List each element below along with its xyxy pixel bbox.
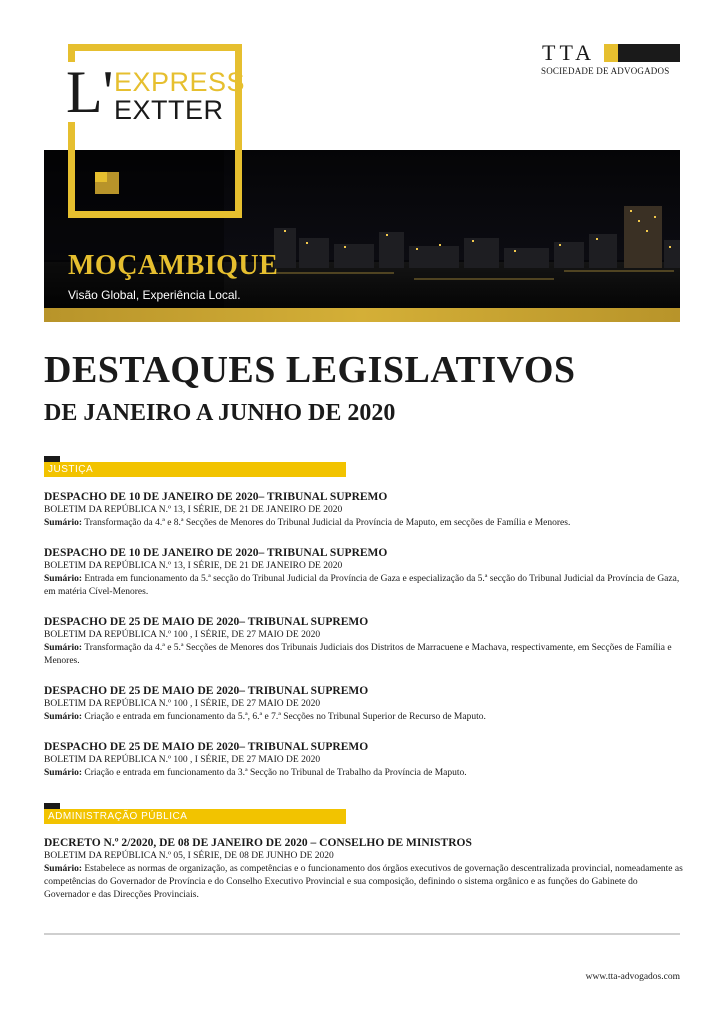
city-light xyxy=(596,238,598,240)
summary-label: Sumário: xyxy=(44,574,82,584)
entry-title: DESPACHO DE 25 DE MAIO DE 2020– TRIBUNAL SUPREMO xyxy=(44,741,369,753)
building xyxy=(464,238,499,268)
legislation-entry xyxy=(44,490,684,530)
logo-express-text: EXPRESS xyxy=(114,67,246,97)
summary-text: Entrada em funcionamento da 5.ª secção do Tribunal Judicial da Província de Gaza e especialização da 5.ª secção do Tribunal Judicial da Província de Gaza, em matéria Cível-Menores. xyxy=(44,574,680,597)
firm-logo-text: TTA xyxy=(542,40,596,65)
summary-text: Estabelece as normas de organização, as competências e o funcionamento dos órgãos executivos de governação descentralizada provincial, nomeadamente as competências do Governador de Província e do Conselho Executivo Provincial e sua composição, definindo o sistema orgânico e as funções do Gabinete do Governador e das Direcções Provinciais. xyxy=(44,864,683,900)
city-light xyxy=(472,240,474,242)
legislation-entry xyxy=(44,836,684,902)
building xyxy=(334,244,374,268)
page-subtitle: DE JANEIRO A JUNHO DE 2020 xyxy=(44,400,396,426)
building xyxy=(664,240,680,268)
city-light xyxy=(669,246,671,248)
entry-summary xyxy=(44,573,684,599)
section-label: JUSTIÇA xyxy=(44,462,346,477)
water-reflection xyxy=(414,278,554,280)
city-light xyxy=(638,220,640,222)
tower-building xyxy=(624,206,662,268)
building xyxy=(379,232,404,268)
summary-label: Sumário: xyxy=(44,643,82,653)
summary-text: Transformação da 4.ª e 5.ª Secções de Menores dos Tribunais Judiciais dos Distritos de Marracuene e Machava, respectivamente, em Secções de Família e Menores. xyxy=(44,643,672,666)
summary-label: Sumário: xyxy=(44,712,82,722)
logo-extter-text: EXTTER xyxy=(114,95,224,125)
firm-logo-accent xyxy=(604,44,618,62)
legislation-entry xyxy=(44,740,684,780)
summary-label: Sumário: xyxy=(44,768,82,778)
summary-text: Criação e entrada em funcionamento da 3.ª Secção no Tribunal de Trabalho da Província de Maputo. xyxy=(84,768,467,778)
summary-label: Sumário: xyxy=(44,518,82,528)
entry-title: DESPACHO DE 25 DE MAIO DE 2020– TRIBUNAL SUPREMO xyxy=(44,685,369,697)
firm-subtitle: SOCIEDADE DE ADVOGADOS xyxy=(541,66,670,76)
section-label: ADMINISTRAÇÃO PÚBLICA xyxy=(44,809,346,824)
entry-boletim: BOLETIM DA REPÚBLICA N.º 13, I SÉRIE, DE 21 DE JANEIRO DE 2020 xyxy=(44,561,343,571)
entry-boletim: BOLETIM DA REPÚBLICA N.º 13, I SÉRIE, DE 21 DE JANEIRO DE 2020 xyxy=(44,505,343,515)
gold-divider-strip xyxy=(44,308,680,322)
legislation-entry xyxy=(44,615,684,668)
banner-tagline: Visão Global, Experiência Local. xyxy=(68,288,241,302)
entry-summary xyxy=(44,767,684,780)
water-reflection xyxy=(564,270,674,272)
city-light xyxy=(559,244,561,246)
building xyxy=(299,238,329,268)
banner-country: MOÇAMBIQUE xyxy=(68,250,279,281)
entry-boletim: BOLETIM DA REPÚBLICA N.º 100 , I SÉRIE, DE 27 MAIO DE 2020 xyxy=(44,630,321,640)
entry-title: DESPACHO DE 10 DE JANEIRO DE 2020– TRIBUNAL SUPREMO xyxy=(44,547,388,559)
entry-boletim: BOLETIM DA REPÚBLICA N.º 100 , I SÉRIE, DE 27 MAIO DE 2020 xyxy=(44,699,321,709)
legislation-entry xyxy=(44,546,684,599)
city-light xyxy=(439,244,441,246)
summary-label: Sumário: xyxy=(44,864,82,874)
entry-boletim: BOLETIM DA REPÚBLICA N.º 05, I SÉRIE, DE 08 DE JUNHO DE 2020 xyxy=(44,851,334,861)
building xyxy=(504,248,549,268)
section-header-administracao xyxy=(44,803,346,824)
entry-title: DESPACHO DE 10 DE JANEIRO DE 2020– TRIBUNAL SUPREMO xyxy=(44,491,388,503)
logo-l-letter: L' xyxy=(66,59,114,125)
city-light xyxy=(416,248,418,250)
legislation-entry xyxy=(44,684,684,724)
section-header-justica xyxy=(44,456,346,477)
city-light xyxy=(654,216,656,218)
city-light xyxy=(284,230,286,232)
building xyxy=(589,234,617,268)
entry-summary xyxy=(44,863,684,902)
logo-square-highlight xyxy=(95,172,107,182)
city-light xyxy=(386,234,388,236)
city-light xyxy=(306,242,308,244)
entry-summary xyxy=(44,642,684,668)
water-reflection xyxy=(274,272,394,274)
city-light xyxy=(514,250,516,252)
entry-summary xyxy=(44,517,684,530)
entry-boletim: BOLETIM DA REPÚBLICA N.º 100 , I SÉRIE, DE 27 MAIO DE 2020 xyxy=(44,755,321,765)
entry-title: DESPACHO DE 25 DE MAIO DE 2020– TRIBUNAL SUPREMO xyxy=(44,616,369,628)
footer-website-link[interactable]: www.tta-advogados.com xyxy=(585,972,680,982)
entry-summary xyxy=(44,711,684,724)
city-light xyxy=(646,230,648,232)
page-title: DESTAQUES LEGISLATIVOS xyxy=(44,349,576,391)
summary-text: Criação e entrada em funcionamento da 5.ª, 6.ª e 7.ª Secções no Tribunal Superior de Recurso de Maputo. xyxy=(84,712,486,722)
city-light xyxy=(630,210,632,212)
summary-text: Transformação da 4.ª e 8.ª Secções de Menores do Tribunal Judicial da Província de Maputo, em secções de Família e Menores. xyxy=(84,518,571,528)
footer-divider xyxy=(44,933,680,935)
city-light xyxy=(344,246,346,248)
entry-title: DECRETO N.º 2/2020, DE 08 DE JANEIRO DE 2020 – CONSELHO DE MINISTROS xyxy=(44,837,472,849)
